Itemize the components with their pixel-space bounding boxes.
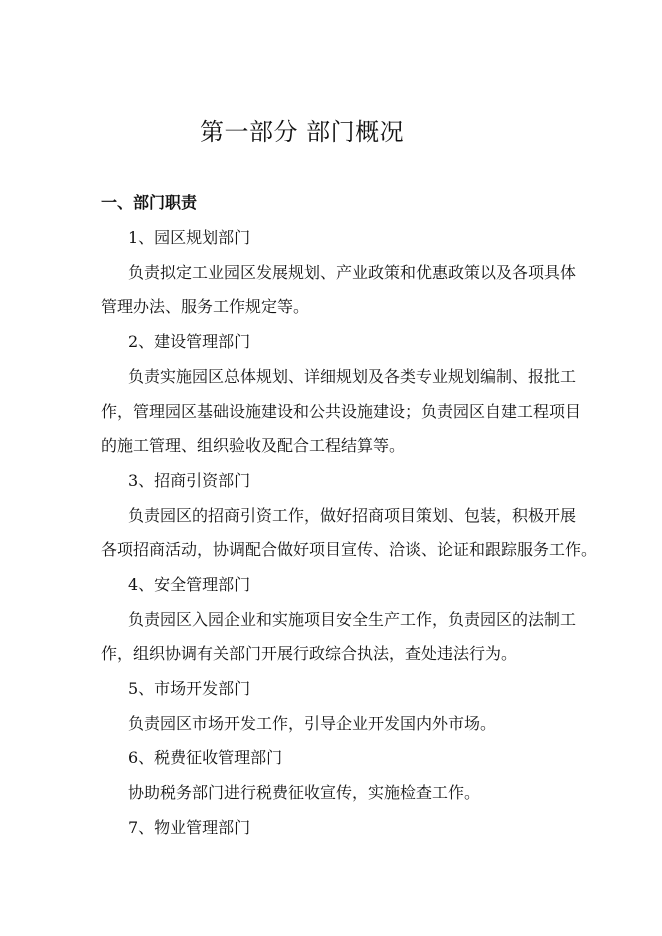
page-title: 第一部分 部门概况: [200, 118, 405, 146]
department-description: 管理办法、服务工作规定等。: [101, 297, 310, 316]
department-description: 负责园区的招商引资工作，做好招商项目策划、包装，积极开展: [128, 506, 577, 525]
department-label: 2、建设管理部门: [128, 332, 251, 351]
department-description: 负责园区入园企业和实施项目安全生产工作，负责园区的法制工: [128, 610, 577, 629]
department-description: 各项招商活动，协调配合做好项目宣传、洽谈、论证和跟踪服务工作。: [101, 540, 598, 559]
department-description: 负责园区市场开发工作，引导企业开发国内外市场。: [128, 714, 497, 733]
department-label: 3、招商引资部门: [128, 471, 251, 490]
department-description: 作，组织协调有关部门开展行政综合执法，查处违法行为。: [101, 644, 518, 663]
department-description: 负责实施园区总体规划、详细规划及各类专业规划编制、报批工: [128, 367, 577, 386]
department-description: 协助税务部门进行税费征收宣传，实施检查工作。: [128, 783, 481, 802]
section-heading: 一、部门职责: [101, 193, 198, 212]
department-label: 7、物业管理部门: [128, 818, 251, 837]
department-label: 1、园区规划部门: [128, 228, 251, 247]
department-description: 作，管理园区基础设施建设和公共设施建设；负责园区自建工程项目: [101, 402, 582, 421]
department-label: 5、市场开发部门: [128, 679, 251, 698]
department-description: 的施工管理、组织验收及配合工程结算等。: [101, 436, 406, 455]
department-label: 4、安全管理部门: [128, 575, 251, 594]
department-label: 6、税费征收管理部门: [128, 748, 283, 767]
department-description: 负责拟定工业园区发展规划、产业政策和优惠政策以及各项具体: [128, 263, 577, 282]
